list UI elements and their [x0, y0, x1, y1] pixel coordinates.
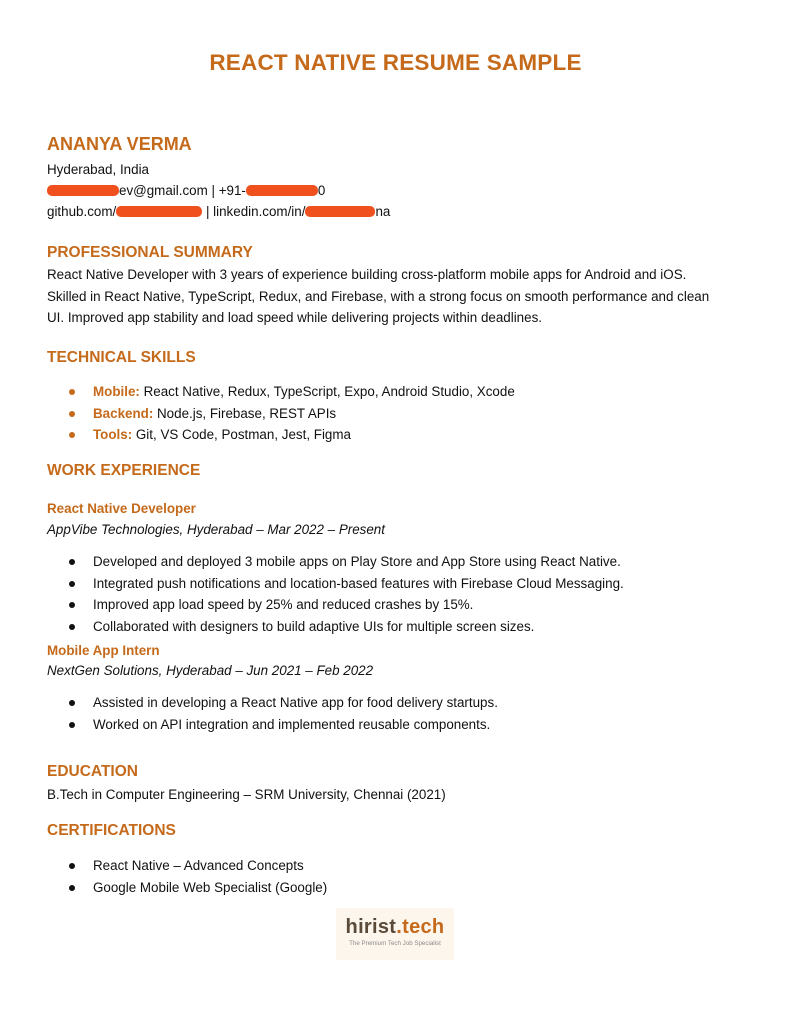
phone-prefix-text: +91-	[218, 183, 246, 198]
skill-item	[47, 403, 515, 425]
certifications-list	[47, 855, 327, 898]
job-bullets	[47, 551, 624, 637]
logo-wordmark: hirist.tech	[345, 916, 445, 938]
skill-label: Mobile:	[93, 384, 140, 399]
redaction-bar	[47, 185, 119, 196]
summary-text	[47, 264, 767, 329]
bullet-icon	[69, 602, 75, 608]
job-company-dates: NextGen Solutions, Hyderabad – Jun 2021 – Feb 2022	[47, 663, 374, 678]
github-link: github.com/	[47, 204, 117, 219]
certification-item	[47, 877, 327, 899]
job-bullet	[47, 594, 624, 616]
job-bullet	[47, 616, 624, 638]
certification-text: React Native – Advanced Concepts	[93, 858, 304, 873]
summary-heading: PROFESSIONAL SUMMARY	[47, 244, 253, 261]
job-title: React Native Developer	[47, 501, 196, 516]
redaction-bar	[305, 206, 375, 217]
skill-value: Node.js, Firebase, REST APIs	[153, 405, 337, 421]
linkedin-link: | linkedin.com/in/	[202, 204, 306, 219]
certifications-heading: CERTIFICATIONS	[47, 822, 176, 839]
email-text: ev@gmail.com	[119, 183, 208, 198]
job-bullet-text: Developed and deployed 3 mobile apps on Play Store and App Store using React Native.	[93, 554, 621, 569]
job-bullet-text: Improved app load speed by 25% and reduced crashes by 15%.	[93, 597, 474, 612]
job-bullet	[47, 551, 624, 573]
job-title: Mobile App Intern	[47, 643, 160, 658]
job-bullet	[47, 714, 498, 736]
bullet-icon	[69, 559, 75, 565]
summary-line: React Native Developer with 3 years of experience building cross-platform mobile apps for Android and iOS.	[47, 267, 687, 282]
skill-item	[47, 424, 515, 446]
phone-tail-text: 0	[317, 183, 326, 198]
job-bullet	[47, 692, 498, 714]
skill-label: Tools:	[93, 427, 133, 442]
education-line: B.Tech in Computer Engineering – SRM University, Chennai (2021)	[47, 787, 446, 802]
location-line: Hyderabad, India	[47, 162, 149, 177]
logo-tagline: The Premium Tech Job Specialist	[349, 940, 441, 947]
experience-heading: WORK EXPERIENCE	[47, 462, 201, 479]
bullet-icon	[69, 432, 75, 438]
email-phone-line	[47, 183, 325, 198]
education-heading: EDUCATION	[47, 763, 138, 780]
skill-item	[47, 381, 515, 403]
job-bullet-text: Collaborated with designers to build adaptive UIs for multiple screen sizes.	[93, 618, 535, 634]
bullet-icon	[69, 581, 75, 587]
bullet-icon	[69, 863, 75, 869]
skills-heading: TECHNICAL SKILLS	[47, 349, 196, 366]
summary-line: UI. Improved app stability and load speed while delivering projects within deadlines.	[47, 310, 542, 325]
job-bullet	[47, 573, 624, 595]
certification-text: Google Mobile Web Specialist (Google)	[93, 879, 328, 895]
job-bullets	[47, 692, 498, 735]
bullet-icon	[69, 624, 75, 630]
job-bullet-text: Integrated push notifications and location-based features with Firebase Cloud Messaging.	[93, 575, 624, 591]
certification-item	[47, 855, 327, 877]
linkedin-tail-text: na	[375, 204, 391, 219]
bullet-icon	[69, 411, 75, 417]
skill-value: Git, VS Code, Postman, Jest, Figma	[132, 427, 351, 442]
redaction-bar	[116, 206, 202, 217]
skill-label: Backend:	[93, 405, 154, 421]
bullet-icon	[69, 700, 75, 706]
skill-value: React Native, Redux, TypeScript, Expo, Android Studio, Xcode	[139, 384, 515, 399]
job-bullet-text: Assisted in developing a React Native app for food delivery startups.	[93, 695, 498, 710]
redaction-bar	[246, 185, 318, 196]
job-bullet-text: Worked on API integration and implemented reusable components.	[93, 716, 491, 732]
summary-line: Skilled in React Native, TypeScript, Redux, and Firebase, with a strong focus on smooth performance and clean	[47, 288, 710, 304]
document-title: REACT NATIVE RESUME SAMPLE	[209, 50, 582, 75]
job-company-dates: AppVibe Technologies, Hyderabad – Mar 2022 – Present	[47, 522, 385, 537]
hirist-tech-logo	[336, 908, 454, 960]
skills-list	[47, 381, 515, 446]
profile-links-line	[47, 204, 390, 219]
bullet-icon	[69, 885, 75, 891]
bullet-icon	[69, 722, 75, 728]
candidate-name: ANANYA VERMA	[47, 134, 192, 154]
separator-text: |	[207, 183, 219, 198]
bullet-icon	[69, 389, 75, 395]
